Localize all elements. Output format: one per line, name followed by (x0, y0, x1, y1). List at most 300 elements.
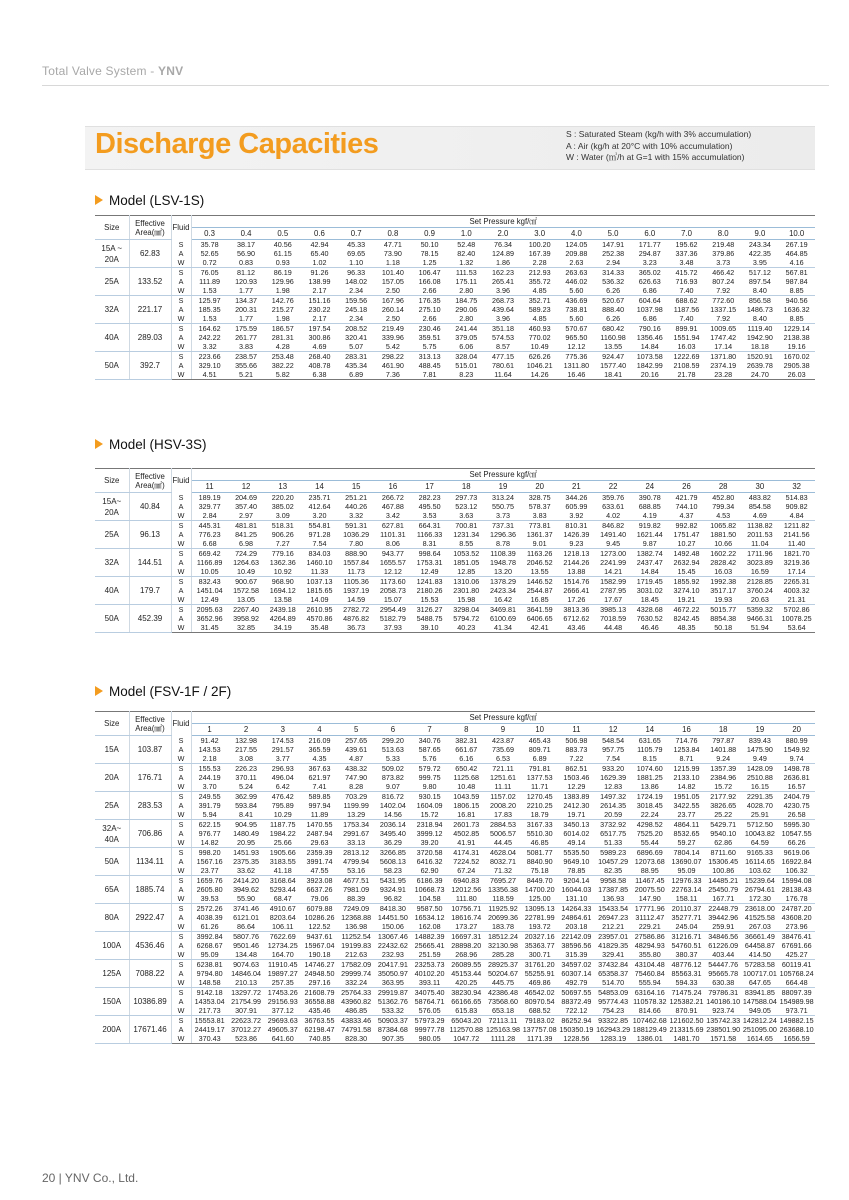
capacity-value: 8.41 (228, 810, 265, 820)
capacity-value: 1337.15 (710, 305, 737, 314)
capacity-value: 63164.16 (634, 988, 665, 997)
capacity-value: 3641.59 (526, 605, 553, 614)
capacity-value: 1383.89 (563, 792, 590, 801)
capacity-value: 2813.12 (343, 848, 370, 857)
capacity-value: 217.73 (191, 1006, 228, 1016)
capacity-value: 13.55 (521, 567, 558, 577)
pressure-value: 16 (668, 724, 705, 736)
capacity-value: 1948.78 (489, 558, 516, 567)
capacity-value: 3.83 (228, 342, 265, 352)
capacity-value: 999.75 (418, 773, 441, 782)
capacity-value: 2828.42 (710, 558, 737, 567)
capacity-value: 62198.47 (304, 1025, 335, 1034)
table-row (95, 577, 815, 587)
capacity-value: 143.53 (198, 745, 221, 754)
capacity-value: 41.34 (485, 623, 522, 633)
capacity-value: 110578.32 (633, 997, 667, 1006)
capacity-value: 1378.29 (489, 577, 516, 586)
pressure-value: 8.0 (705, 228, 742, 240)
capacity-value: 492.79 (558, 978, 595, 988)
fluid-cell: W (171, 567, 191, 577)
pressure-value: 13 (264, 481, 301, 493)
capacity-value: 647.65 (742, 978, 779, 988)
capacity-value: 8.55 (448, 539, 485, 549)
capacity-value: 9.24 (705, 754, 742, 764)
capacity-value: 949.05 (742, 1006, 779, 1016)
capacity-value: 379.05 (455, 333, 478, 342)
capacity-value: 1460.10 (306, 558, 333, 567)
table-row (95, 530, 815, 539)
capacity-value: 1567.16 (196, 857, 223, 866)
capacity-value: 11.71 (521, 782, 558, 792)
table-row (95, 1034, 815, 1044)
capacity-value: 100.20 (528, 240, 551, 249)
capacity-value: 46542.02 (524, 988, 555, 997)
capacity-value: 22.24 (631, 810, 668, 820)
capacity-value: 1951.05 (673, 792, 700, 801)
capacity-value: 5.94 (191, 810, 228, 820)
capacity-value: 184.75 (455, 296, 478, 305)
capacity-value: 4003.32 (783, 586, 810, 595)
capacity-value: 587.65 (418, 745, 441, 754)
capacity-value: 14.84 (631, 342, 668, 352)
capacity-value: 6.89 (521, 754, 558, 764)
capacity-value: 18.45 (631, 595, 668, 605)
capacity-value: 252.38 (602, 249, 625, 258)
capacity-value: 1937.19 (343, 586, 370, 595)
capacity-value: 100717.01 (742, 969, 777, 978)
area-cell: 133.52 (129, 268, 171, 296)
capacity-value: 772.60 (712, 296, 735, 305)
capacity-value: 93322.85 (598, 1016, 629, 1025)
capacity-value: 4028.70 (746, 801, 773, 810)
capacity-value: 58.23 (375, 866, 412, 876)
capacity-value: 186.57 (271, 324, 294, 333)
capacity-value: 1491.40 (600, 530, 627, 539)
capacity-value: 2614.35 (600, 801, 627, 810)
fluid-cell: A (171, 586, 191, 595)
capacity-value: 137757.08 (522, 1025, 557, 1034)
capacity-value: 14.21 (595, 567, 632, 577)
capacity-value: 20075.50 (634, 885, 665, 894)
capacity-value: 23.28 (705, 370, 742, 380)
capacity-value: 162.23 (491, 268, 514, 277)
capacity-value: 1815.65 (306, 586, 333, 595)
capacity-value: 669.42 (198, 549, 221, 558)
pressure-value: 0.4 (228, 228, 265, 240)
capacity-value: 19.93 (705, 595, 742, 605)
capacity-value: 1881.50 (710, 530, 737, 539)
capacity-value: 2.18 (191, 754, 228, 764)
capacity-value: 517.12 (748, 268, 771, 277)
capacity-value: 251.59 (411, 950, 448, 960)
fluid-cell: A (171, 305, 191, 314)
capacity-value: 9501.46 (233, 941, 260, 950)
capacity-value: 626.63 (638, 277, 661, 286)
capacity-value: 204.69 (235, 493, 258, 502)
capacity-value: 1514.76 (563, 577, 590, 586)
capacity-value: 75.18 (521, 866, 558, 876)
capacity-value: 1053.52 (453, 549, 480, 558)
capacity-value: 385.02 (271, 502, 294, 511)
capacity-value: 9.74 (778, 754, 815, 764)
capacity-value: 66.26 (778, 838, 815, 848)
capacity-value: 465.43 (528, 736, 551, 745)
fluid-cell: A (171, 773, 191, 782)
capacity-value: 235.71 (308, 493, 331, 502)
capacity-value: 47.55 (301, 866, 338, 876)
capacity-value: 219.48 (712, 240, 735, 249)
capacity-value: 1724.19 (636, 792, 663, 801)
capacity-value: 900.67 (235, 577, 258, 586)
capacity-value: 2133.10 (673, 773, 700, 782)
triangle-bullet-icon (95, 195, 103, 205)
capacity-value: 615.83 (448, 1006, 485, 1016)
capacity-value: 83941.85 (744, 988, 775, 997)
table-row (95, 370, 815, 380)
fluid-cell: S (171, 493, 191, 503)
capacity-value: 12.85 (448, 567, 485, 577)
capacity-value: 66166.65 (451, 997, 482, 1006)
capacity-value: 131.10 (558, 894, 595, 904)
pressure-value: 26 (668, 481, 705, 493)
capacity-value: 13067.46 (377, 932, 408, 941)
table-row (95, 324, 815, 334)
page-title: Discharge Capacities (95, 128, 379, 160)
capacity-value: 282.23 (418, 493, 441, 502)
capacity-value: 7018.59 (600, 614, 627, 623)
capacity-value: 212.63 (338, 950, 375, 960)
capacity-value: 2414.20 (233, 876, 260, 885)
capacity-value: 107462.68 (632, 1016, 667, 1025)
capacity-value: 2423.34 (489, 586, 516, 595)
fluid-cell: A (171, 913, 191, 922)
capacity-value: 4876.82 (343, 614, 370, 623)
capacity-value: 13356.38 (487, 885, 518, 894)
fluid-header: Fluid (171, 216, 191, 240)
capacity-value: 550.75 (491, 502, 514, 511)
capacity-value: 4328.68 (636, 605, 663, 614)
capacity-value: 626.26 (528, 352, 551, 361)
capacity-value: 329.10 (198, 361, 221, 370)
fluid-cell: W (171, 258, 191, 268)
area-cell: 179.7 (129, 577, 171, 605)
capacity-value: 33.62 (228, 866, 265, 876)
capacity-value: 3.70 (191, 782, 228, 792)
capacity-value: 445.31 (198, 521, 221, 530)
capacity-value: 200.31 (235, 305, 258, 314)
capacity-value: 1851.05 (453, 558, 480, 567)
capacity-table-lsv (95, 215, 815, 380)
capacity-value: 1037.98 (636, 305, 663, 314)
capacity-value: 149882.15 (779, 1016, 814, 1025)
capacity-value: 555.94 (631, 978, 668, 988)
capacity-value: 382.31 (455, 736, 478, 745)
table-row (95, 848, 815, 858)
pressure-value: 6.0 (631, 228, 668, 240)
capacity-value: 1273.00 (600, 549, 627, 558)
capacity-value: 8532.65 (673, 829, 700, 838)
pressure-value: 7 (411, 724, 448, 736)
capacity-value: 403.44 (705, 950, 742, 960)
capacity-value: 488.45 (418, 361, 441, 370)
capacity-value: 249.55 (198, 792, 221, 801)
capacity-value: 10.92 (264, 567, 301, 577)
area-header: Effective Area(㎟) (129, 712, 171, 736)
capacity-value: 18512.24 (487, 932, 518, 941)
fluid-cell: S (171, 904, 191, 914)
capacity-value: 439.64 (491, 305, 514, 314)
capacity-value: 523.86 (228, 1034, 265, 1044)
capacity-value: 8.85 (778, 286, 815, 296)
capacity-value: 268.96 (448, 950, 485, 960)
capacity-value: 0.83 (228, 258, 265, 268)
capacity-value: 627.81 (381, 521, 404, 530)
capacity-value: 12.12 (375, 567, 412, 577)
fluid-cell: A (171, 333, 191, 342)
capacity-value: 6121.01 (233, 913, 260, 922)
capacity-value: 6268.67 (196, 941, 223, 950)
capacity-value: 495.50 (418, 502, 441, 511)
capacity-value: 78.15 (420, 249, 439, 258)
capacity-value: 17.14 (778, 567, 815, 577)
capacity-value: 870.91 (668, 1006, 705, 1016)
capacity-value: 2666.41 (563, 586, 590, 595)
capacity-value: 3652.96 (196, 614, 223, 623)
capacity-value: 2487.94 (306, 829, 333, 838)
capacity-value: 42386.48 (487, 988, 518, 997)
table-row (95, 988, 815, 998)
capacity-value: 15.72 (705, 782, 742, 792)
capacity-value: 5429.71 (710, 820, 737, 829)
set-pressure-header: Set Pressure kgf/㎠ (191, 216, 815, 228)
capacity-value: 1296.36 (489, 530, 516, 539)
capacity-value: 965.50 (565, 333, 588, 342)
capacity-value: 34846.56 (708, 932, 739, 941)
capacity-value: 439.61 (345, 745, 368, 754)
capacity-value: 933.20 (602, 764, 625, 773)
capacity-value: 2610.95 (306, 605, 333, 614)
capacity-value: 1614.65 (742, 1034, 779, 1044)
capacity-value: 37.93 (375, 623, 412, 633)
capacity-value: 148.02 (345, 277, 368, 286)
capacity-value: 71475.24 (671, 988, 702, 997)
capacity-value: 790.16 (638, 324, 661, 333)
capacity-value: 16.15 (742, 782, 779, 792)
capacity-value: 888.90 (345, 549, 368, 558)
area-cell: 10386.89 (129, 988, 171, 1016)
capacity-value: 1402.04 (379, 801, 406, 810)
capacity-value: 10.66 (705, 539, 742, 549)
capacity-value: 1549.92 (783, 745, 810, 754)
capacity-value: 61226.09 (708, 941, 739, 950)
capacity-value: 5.76 (411, 754, 448, 764)
capacity-value: 241.44 (455, 324, 478, 333)
capacity-value: 55255.91 (524, 969, 555, 978)
capacity-value: 1621.44 (636, 530, 663, 539)
capacity-value: 2782.72 (343, 605, 370, 614)
capacity-value: 467.88 (381, 502, 404, 511)
pressure-value: 8 (448, 724, 485, 736)
capacity-value: 7.54 (595, 754, 632, 764)
capacity-value: 38230.94 (451, 988, 482, 997)
capacity-value: 9437.61 (306, 932, 333, 941)
table-row (95, 885, 815, 894)
capacity-value: 2375.35 (233, 857, 260, 866)
capacity-value: 1.02 (301, 258, 338, 268)
table-row (95, 950, 815, 960)
capacity-value: 440.26 (345, 502, 368, 511)
capacity-value: 6.98 (228, 539, 265, 549)
capacity-value: 1426.39 (563, 530, 590, 539)
capacity-value: 11910.45 (268, 960, 298, 969)
table-row (95, 801, 815, 810)
capacity-value: 1101.31 (380, 530, 406, 539)
capacity-value: 12.49 (411, 567, 448, 577)
size-cell: 25A (95, 521, 129, 549)
capacity-value: 257.65 (345, 736, 368, 745)
capacity-value: 576.05 (411, 1006, 448, 1016)
capacity-value: 2210.25 (526, 801, 553, 810)
capacity-value: 190.18 (301, 950, 338, 960)
capacity-value: 10.05 (191, 567, 228, 577)
capacity-value: 1270.45 (526, 792, 553, 801)
capacity-value: 9074.63 (233, 960, 260, 969)
capacity-value: 1046.21 (526, 361, 553, 370)
capacity-value: 208.52 (345, 324, 368, 333)
table-row (95, 249, 815, 258)
capacity-value: 50903.37 (377, 1016, 408, 1025)
capacity-value: 3.63 (448, 511, 485, 521)
capacity-value: 159.56 (345, 296, 368, 305)
capacity-value: 134.48 (228, 950, 265, 960)
capacity-value: 3031.02 (636, 586, 663, 595)
pressure-value: 0.6 (301, 228, 338, 240)
capacity-value: 7525.20 (636, 829, 663, 838)
capacity-value: 5081.77 (526, 848, 553, 857)
capacity-value: 42.94 (310, 240, 329, 249)
capacity-value: 21608.79 (304, 988, 335, 997)
capacity-value: 5359.32 (746, 605, 773, 614)
capacity-value: 20.63 (742, 595, 779, 605)
table-row (95, 268, 815, 278)
capacity-value: 1356.46 (636, 333, 663, 342)
capacity-value: 16697.31 (451, 932, 482, 941)
capacity-value: 16044.03 (561, 885, 592, 894)
capacity-value: 3.92 (558, 511, 595, 521)
capacity-value: 496.04 (271, 773, 294, 782)
fluid-cell: W (171, 342, 191, 352)
capacity-value: 15239.64 (744, 876, 775, 885)
capacity-value: 8.85 (778, 314, 815, 324)
capacity-value: 3266.85 (379, 848, 406, 857)
capacity-value: 189.19 (198, 493, 221, 502)
capacity-value: 1492.48 (673, 549, 700, 558)
table-row (95, 549, 815, 559)
capacity-value: 50.18 (705, 623, 742, 633)
size-header: Size (95, 216, 129, 240)
capacity-value: 3923.08 (306, 876, 333, 885)
capacity-value: 1119.40 (747, 324, 773, 333)
capacity-value: 313.13 (418, 352, 441, 361)
size-cell: 25A (95, 268, 129, 296)
capacity-value: 13690.07 (671, 857, 702, 866)
capacity-value: 2144.26 (563, 558, 590, 567)
capacity-value: 10.27 (668, 539, 705, 549)
capacity-value: 9.80 (411, 782, 448, 792)
capacity-value: 9142.18 (196, 988, 223, 997)
capacity-value: 5.07 (338, 342, 375, 352)
capacity-value: 17582.09 (341, 960, 372, 969)
capacity-value: 3720.58 (416, 848, 443, 857)
capacity-value: 215.27 (271, 305, 294, 314)
capacity-value: 88372.49 (561, 997, 592, 1006)
capacity-value: 11467.45 (635, 876, 665, 885)
capacity-value: 1753.31 (416, 558, 443, 567)
capacity-value: 1251.61 (489, 773, 516, 782)
set-pressure-header: Set Pressure kgf/㎠ (191, 712, 815, 724)
capacity-value: 9324.91 (379, 885, 406, 894)
capacity-value: 81.12 (237, 268, 256, 277)
capacity-value: 435.34 (345, 361, 368, 370)
capacity-value: 100.86 (705, 866, 742, 876)
capacity-value: 20417.91 (377, 960, 408, 969)
capacity-value: 452.80 (712, 493, 735, 502)
capacity-value: 61.15 (273, 249, 292, 258)
capacity-value: 35.78 (200, 240, 219, 249)
capacity-value: 791.81 (528, 764, 551, 773)
capacity-value: 873.82 (381, 773, 404, 782)
capacity-value: 297.73 (455, 493, 478, 502)
capacity-value: 3.73 (705, 258, 742, 268)
table-row (95, 614, 815, 623)
capacity-value: 7.36 (375, 370, 412, 380)
capacity-value: 4.85 (521, 314, 558, 324)
capacity-value: 4672.22 (673, 605, 700, 614)
set-pressure-header: Set Pressure kgf/㎠ (191, 469, 815, 481)
capacity-value: 481.81 (235, 521, 258, 530)
capacity-value: 15553.81 (194, 1016, 225, 1025)
capacity-value: 166.08 (418, 277, 441, 286)
capacity-value: 120.93 (235, 277, 258, 286)
capacity-value: 1105.79 (637, 745, 663, 754)
capacity-value: 906.26 (271, 530, 294, 539)
capacity-value: 31.45 (191, 623, 228, 633)
table-row (95, 511, 815, 521)
capacity-value: 140186.10 (706, 997, 741, 1006)
capacity-value: 3813.36 (563, 605, 590, 614)
capacity-value: 136.98 (338, 922, 375, 932)
capacity-value: 111.53 (455, 268, 477, 277)
capacity-value: 1551.94 (673, 333, 700, 342)
capacity-value: 3958.92 (233, 614, 260, 623)
capacity-value: 27586.86 (634, 932, 665, 941)
table-row (95, 1006, 815, 1016)
capacity-value: 103.62 (742, 866, 779, 876)
capacity-value: 574.53 (491, 333, 514, 342)
capacity-value: 7630.52 (636, 614, 663, 623)
capacity-value: 1371.80 (710, 352, 737, 361)
capacity-value: 2905.38 (783, 361, 810, 370)
capacity-value: 5989.23 (600, 848, 627, 857)
pressure-value: 32 (778, 481, 815, 493)
fluid-cell: S (171, 792, 191, 802)
capacity-value: 17387.85 (598, 885, 629, 894)
capacity-value: 5015.77 (710, 605, 737, 614)
capacity-value: 125.00 (521, 894, 558, 904)
capacity-value: 1520.91 (746, 352, 773, 361)
capacity-value: 10078.25 (781, 614, 812, 623)
